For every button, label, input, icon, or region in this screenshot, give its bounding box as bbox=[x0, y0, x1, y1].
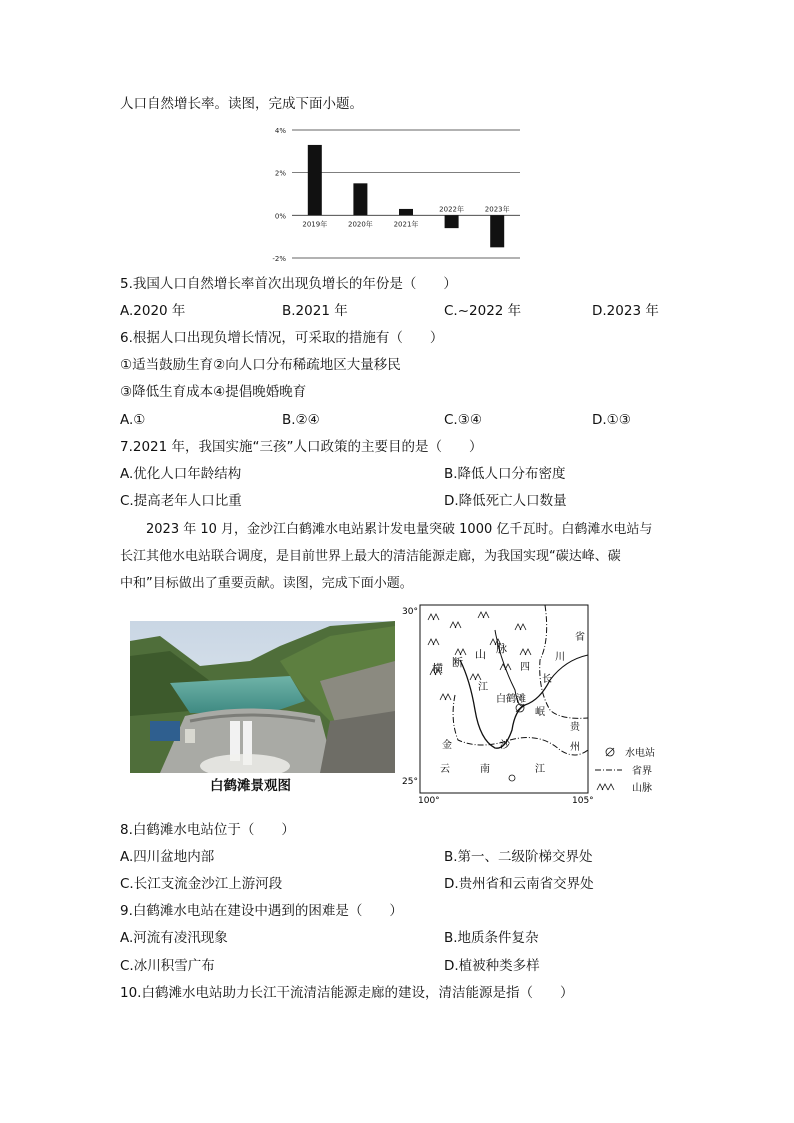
x-tick-label-3: 2022年 bbox=[439, 205, 465, 214]
q5-option-d[interactable]: D.2023 年 bbox=[592, 303, 659, 319]
map-label-3: 脉 bbox=[496, 642, 507, 655]
baihetan-dam-photo bbox=[130, 621, 395, 773]
passage-line2: 长江其他水电站联合调度，是目前世界上最大的清洁能源走廊，为我国实现“碳达峰、碳 bbox=[120, 549, 621, 564]
map-label-7: 江 bbox=[478, 682, 488, 693]
map-label-8: 金 bbox=[442, 740, 452, 751]
bar-2 bbox=[399, 209, 413, 215]
q8-option-d[interactable]: D.贵州省和云南省交界处 bbox=[444, 876, 594, 892]
map-label-9: 沙 bbox=[500, 740, 510, 751]
q6-stem: 6.根据人口出现负增长情况，可采取的措施有（ ） bbox=[120, 330, 444, 346]
map-label-10: 云 bbox=[440, 764, 450, 775]
x-tick-label-4: 2023年 bbox=[484, 205, 510, 214]
q5-option-a[interactable]: A.2020 年 bbox=[120, 303, 186, 319]
legend-station-label: 水电站 bbox=[625, 748, 655, 759]
q6-items-line1: ①适当鼓励生育②向人口分布稀疏地区大量移民 bbox=[120, 357, 401, 373]
photo-caption: 白鹤滩景观图 bbox=[210, 778, 291, 794]
map-label-0: 横 bbox=[432, 662, 443, 675]
x-tick-label-1: 2020年 bbox=[347, 220, 373, 229]
map-legend bbox=[595, 746, 655, 794]
map-label-11: 南 bbox=[480, 764, 490, 775]
baihetan-location-map bbox=[400, 600, 690, 810]
map-label-17: 江 bbox=[535, 764, 545, 775]
bar-0 bbox=[308, 145, 322, 215]
q7-option-d[interactable]: D.降低死亡人口数量 bbox=[444, 493, 567, 509]
q9-option-a[interactable]: A.河流有凌汛现象 bbox=[120, 930, 228, 946]
map-label-2: 山 bbox=[475, 648, 486, 661]
x-tick-label-2: 2021年 bbox=[393, 220, 419, 229]
bar-1 bbox=[353, 183, 367, 215]
y-tick-label-1: 2% bbox=[274, 169, 286, 178]
q6-items-line2: ③降低生育成本④提倡晚婚晚育 bbox=[120, 384, 307, 400]
q7-option-c[interactable]: C.提高老年人口比重 bbox=[120, 493, 242, 509]
q6-option-c[interactable]: C.③④ bbox=[444, 412, 482, 428]
q6-option-a[interactable]: A.① bbox=[120, 412, 146, 428]
q9-stem: 9.白鹤滩水电站在建设中遇到的困难是（ ） bbox=[120, 903, 403, 919]
map-label-16: 长 bbox=[542, 674, 552, 685]
q10-stem: 10.白鹤滩水电站助力长江干流清洁能源走廊的建设，清洁能源是指（ ） bbox=[120, 985, 574, 1001]
q5-intro: 人口自然增长率。读图，完成下面小题。 bbox=[120, 96, 363, 112]
legend-mountain-icon bbox=[597, 784, 614, 790]
q5-option-b[interactable]: B.2021 年 bbox=[282, 303, 348, 319]
q9-option-d[interactable]: D.植被种类多样 bbox=[444, 958, 540, 974]
x-tick-label-0: 2019年 bbox=[302, 220, 328, 229]
map-label-12: 贵 bbox=[570, 722, 580, 733]
q5-stem: 5.我国人口自然增长率首次出现负增长的年份是（ ） bbox=[120, 276, 457, 292]
q9-option-c[interactable]: C.冰川积雪广布 bbox=[120, 958, 215, 974]
passage-line1: 2023 年 10 月，金沙江白鹤滩水电站累计发电量突破 1000 亿千瓦时。白鹤滩水电站与 bbox=[146, 522, 653, 537]
q8-option-a[interactable]: A.四川盆地内部 bbox=[120, 849, 215, 865]
map-lon-left: 100° bbox=[418, 796, 440, 806]
q7-option-a[interactable]: A.优化人口年龄结构 bbox=[120, 466, 242, 482]
bar-4 bbox=[490, 215, 504, 247]
map-lat-top: 30° bbox=[402, 607, 418, 617]
y-tick-label-2: 0% bbox=[274, 212, 286, 221]
q8-option-b[interactable]: B.第一、二级阶梯交界处 bbox=[444, 849, 593, 865]
legend-mountain-label: 山脉 bbox=[632, 783, 652, 794]
q7-stem: 7.2021 年，我国实施“三孩”人口政策的主要目的是（ ） bbox=[120, 439, 483, 455]
y-tick-label-0: 4% bbox=[274, 127, 286, 135]
bar-3 bbox=[445, 215, 459, 228]
y-tick-label-3: -2% bbox=[272, 255, 286, 263]
map-label-6: 省 bbox=[575, 632, 585, 643]
map-label-15: 岷 bbox=[535, 707, 545, 718]
map-label-5: 川 bbox=[555, 652, 565, 663]
q9-option-b[interactable]: B.地质条件复杂 bbox=[444, 930, 539, 946]
city-dot-icon bbox=[509, 775, 515, 781]
population-growth-chart bbox=[262, 120, 527, 265]
legend-boundary-label: 省界 bbox=[632, 766, 652, 777]
q7-option-b[interactable]: B.降低人口分布密度 bbox=[444, 466, 566, 482]
q6-option-b[interactable]: B.②④ bbox=[282, 412, 320, 428]
map-label-13: 州 bbox=[570, 742, 580, 753]
q8-option-c[interactable]: C.长江支流金沙江上游河段 bbox=[120, 876, 283, 892]
passage-line3: 中和”目标做出了重要贡献。读图，完成下面小题。 bbox=[120, 576, 413, 591]
q6-option-d[interactable]: D.①③ bbox=[592, 412, 631, 428]
map-lon-right: 105° bbox=[572, 796, 594, 806]
q8-stem: 8.白鹤滩水电站位于（ ） bbox=[120, 822, 295, 838]
map-label-14: 白鹤滩 bbox=[496, 694, 526, 705]
map-lat-bottom: 25° bbox=[402, 777, 418, 787]
map-label-4: 四 bbox=[520, 662, 530, 673]
map-label-1: 断 bbox=[452, 656, 463, 669]
q5-option-c[interactable]: C.~2022 年 bbox=[444, 303, 522, 319]
